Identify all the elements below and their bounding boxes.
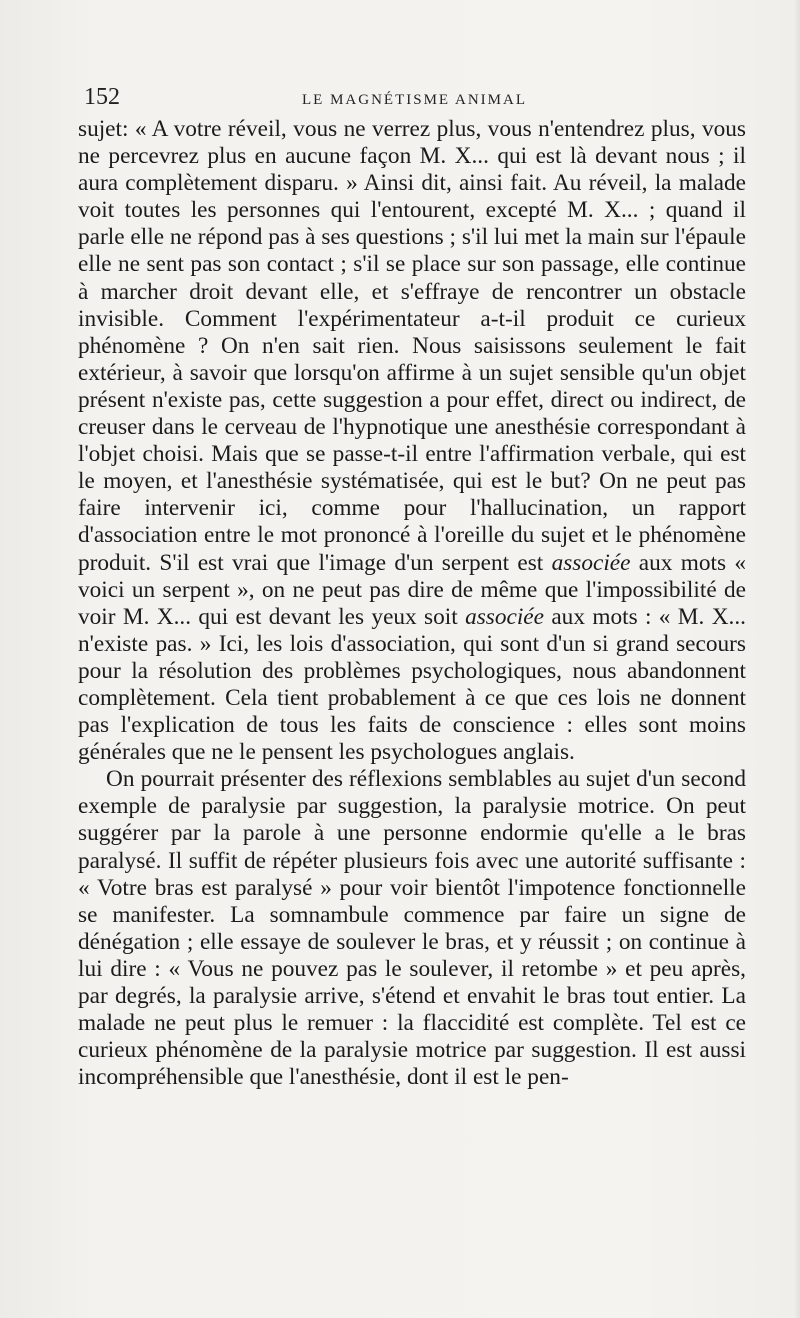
italic-term: associée: [465, 603, 544, 630]
page-header: [84, 84, 736, 112]
text-segment: On pourrait présenter des réflexions semblables au sujet d'un second exemple de paralysie par suggestion, la paralysie motrice. On peut suggérer par la parole à une personne endormie qu'elle a le bras paralysé. Il suffit de répéter plusieurs fois avec une autorité suffisante : « Votre bras est paralysé » pour voir bientôt l'impotence fonctionnelle se manifester. La somnambule commence par faire un signe de dénégation ; elle essaye de soulever le bras, et y réussit ; on continue à lui dire : « Vous ne pouvez pas le soulever, il retombe » et peu après, par degrés, la paralysie arrive, s'étend et envahit le bras tout entier. La malade ne peut plus le remuer : la flaccidité est complète. Tel est ce curieux phénomène de la paralysie motrice par suggestion. Il est aussi incompréhensible que l'anesthésie, dont il est le pen-: [78, 766, 746, 1091]
paragraph: [78, 766, 746, 1091]
page-edge-shadow: [794, 0, 800, 1318]
text-segment: aux mots : « M. X... n'existe pas. » Ici, les lois d'association, qui sont d'un si grand secours pour la résolution des problèmes psychologiques, nous abandonnent complètement. Cela tient probablement à ce que ces lois ne donnent pas l'explication de tous les faits de conscience : elles sont moins générales que ne le pensent les psychologues anglais.: [78, 603, 746, 766]
body-text: [78, 116, 746, 1091]
text-segment: aux mots « voici un serpent », on ne peut pas dire de même que l'impossibilité de voir M. X... qui est devant les yeux soit: [78, 549, 746, 630]
paragraph-continuation: [78, 116, 746, 766]
italic-term: associée: [551, 549, 631, 576]
text-segment: sujet: « A votre réveil, vous ne verrez plus, vous n'entendrez plus, vous ne percevrez plus en aucune façon M. X... qui est là devant nous ; il aura complètement disparu. » Ainsi dit, ainsi fait. Au réveil, la malade voit toutes les personnes qui l'entourent, excepté M. X... ; quand il parle elle ne répond pas à ses questions ; s'il lui met la main sur l'épaule elle ne sent pas son contact ; s'il se place sur son passage, elle continue à marcher droit devant elle, et s'effraye de rencontrer un obstacle invisible. Comment l'expérimentateur a-t-il produit ce curieux phénomène ? On n'en sait rien. Nous saisissons seulement le fait extérieur, à savoir que lorsqu'on affirme à un sujet sensible qu'un objet présent n'existe pas, cette suggestion a pour effet, direct ou indirect, de creuser dans le cerveau de l'hypnotique une anesthésie correspondant à l'objet choisi. Mais que se passe-t-il entre l'affirmation verbale, qui est le moyen, et l'anesthésie systématisée, qui est le but? On ne peut pas faire intervenir ici, comme pour l'hallucination, un rapport d'association entre le mot prononcé à l'oreille du sujet et le phénomène produit. S'il est vrai que l'image d'un serpent est: [78, 116, 746, 576]
page-number: 152: [84, 84, 120, 110]
running-head: LE MAGNÉTISME ANIMAL: [302, 92, 527, 108]
